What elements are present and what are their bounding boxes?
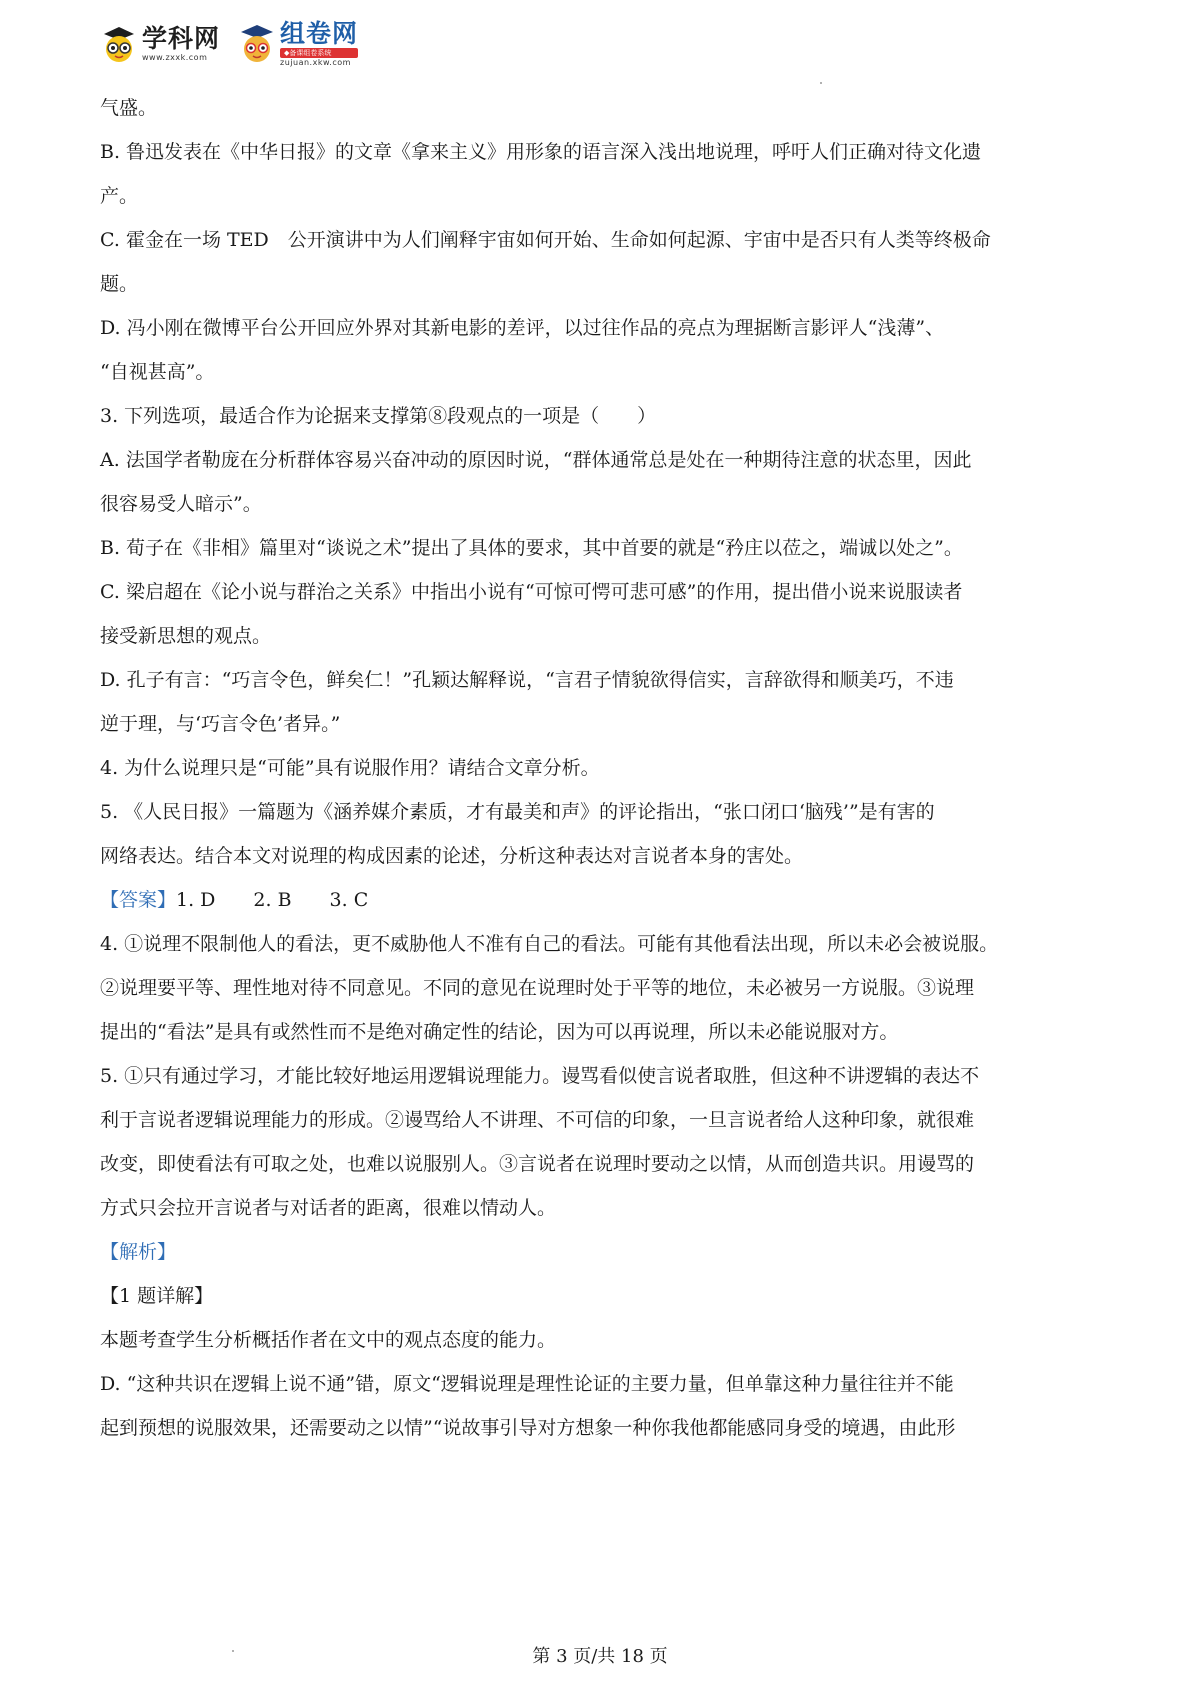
answer-text-line: 5. ①只有通过学习，才能比较好地运用逻辑说理能力。谩骂看似使言说者取胜，但这种不讲逻辑的表达不 (100, 1065, 980, 1087)
detail-text-line: 起到预想的说服效果，还需要动之以情”“说故事引导对方想象一种你我他都能感同身受的境遇，由此形 (100, 1417, 956, 1439)
zxxk-logo-name: 学科网 (142, 24, 221, 53)
text-line: 气盛。 (100, 97, 158, 119)
zxxk-logo-url: www.zxxk.com (142, 53, 208, 62)
text-line: B. 鲁迅发表在《中华日报》的文章《拿来主义》用形象的语言深入浅出地说理，呼吁人们正确对待文化遗 (100, 141, 982, 163)
analysis-line (100, 1230, 1100, 1274)
text-line: 接受新思想的观点。 (100, 625, 272, 647)
answer-text: 1. D 2. B 3. C (176, 889, 369, 911)
scan-speck (820, 82, 822, 84)
text-line: C. 梁启超在《论小说与群治之关系》中指出小说有“可惊可愕可悲可感”的作用，提出借小说来说服读者 (100, 581, 963, 603)
text-line: 题。 (100, 273, 139, 295)
answer-text-line: 4. ①说理不限制他人的看法，更不威胁他人不准有自己的看法。可能有其他看法出现，所以未必会被说服。 (100, 933, 999, 955)
zxxk-logo (100, 25, 220, 63)
header (100, 18, 376, 70)
scholar-mascot-icon (238, 24, 276, 64)
text-line: D. 冯小刚在微博平台公开回应外界对其新电影的差评，以过往作品的亮点为理据断言影评人“浅薄”、 (100, 317, 945, 339)
document-body (100, 86, 1100, 1450)
text-line: 产。 (100, 185, 139, 207)
page-number: 第 3 页/共 18 页 (532, 1646, 668, 1667)
answer-text-line: ②说理要平等、理性地对待不同意见。不同的意见在说理时处于平等的地位，未必被另一方说服。③说理 (100, 977, 975, 999)
detail-text-line: 本题考查学生分析概括作者在文中的观点态度的能力。 (100, 1329, 557, 1351)
text-line: “自视甚高”。 (100, 361, 215, 383)
detail-heading: 【1 题详解】 (100, 1285, 214, 1307)
zujuan-logo-sub: ◆备课组卷系统 (280, 48, 358, 58)
text-line: A. 法国学者勒庞在分析群体容易兴奋冲动的原因时说，“群体通常总是处在一种期待注意的状态里，因此 (100, 449, 972, 471)
answer-text-line: 改变，即使看法有可取之处，也难以说服别人。③言说者在说理时要动之以情，从而创造共识。用谩骂的 (100, 1153, 975, 1175)
answer-text-line: 利于言说者逻辑说理能力的形成。②谩骂给人不讲理、不可信的印象，一旦言说者给人这种印象，就很难 (100, 1109, 975, 1131)
question-4: 4. 为什么说理只是“可能”具有说服作用？请结合文章分析。 (100, 757, 600, 779)
question-3: 3. 下列选项，最适合作为论据来支撑第⑧段观点的一项是（ ） (100, 405, 657, 427)
analysis-tag: 【解析】 (100, 1241, 177, 1263)
answer-text-line: 提出的“看法”是具有或然性而不是绝对确定性的结论，因为可以再说理，所以未必能说服对方。 (100, 1021, 899, 1043)
text-line: 很容易受人暗示”。 (100, 493, 262, 515)
zujuan-logo-name: 组卷网 (280, 19, 359, 48)
text-line: D. 孔子有言：“巧言令色，鲜矣仁！”孔颖达解释说，“言君子情貌欲得信实，言辞欲得和顺美巧，不违 (100, 669, 954, 691)
zujuan-logo-url: zujuan.xkw.com (280, 58, 351, 67)
detail-text-line: D. “这种共识在逻辑上说不通”错，原文“逻辑说理是理性论证的主要力量，但单靠这种力量往往并不能 (100, 1373, 954, 1395)
answer-text-line: 方式只会拉开言说者与对话者的距离，很难以情动人。 (100, 1197, 557, 1219)
text-line: 网络表达。结合本文对说理的构成因素的论述，分析这种表达对言说者本身的害处。 (100, 845, 804, 867)
zujuan-logo (238, 20, 358, 68)
text-line: C. 霍金在一场 TED 公开演讲中为人们阐释宇宙如何开始、生命如何起源、宇宙中是否只有人类等终极命 (100, 229, 991, 251)
answer-tag: 【答案】 (100, 889, 177, 911)
question-5: 5. 《人民日报》一篇题为《涵养媒介素质，才有最美和声》的评论指出，“张口闭口‘脑残’”是有害的 (100, 801, 935, 823)
text-line: B. 荀子在《非相》篇里对“谈说之术”提出了具体的要求，其中首要的就是“矜庄以莅之，端诚以处之”。 (100, 537, 963, 559)
answer-line (100, 878, 1100, 922)
page-footer (0, 1642, 1200, 1668)
text-line: 逆于理，与‘巧言令色’者异。” (100, 713, 341, 735)
owl-mascot-icon (100, 25, 138, 63)
